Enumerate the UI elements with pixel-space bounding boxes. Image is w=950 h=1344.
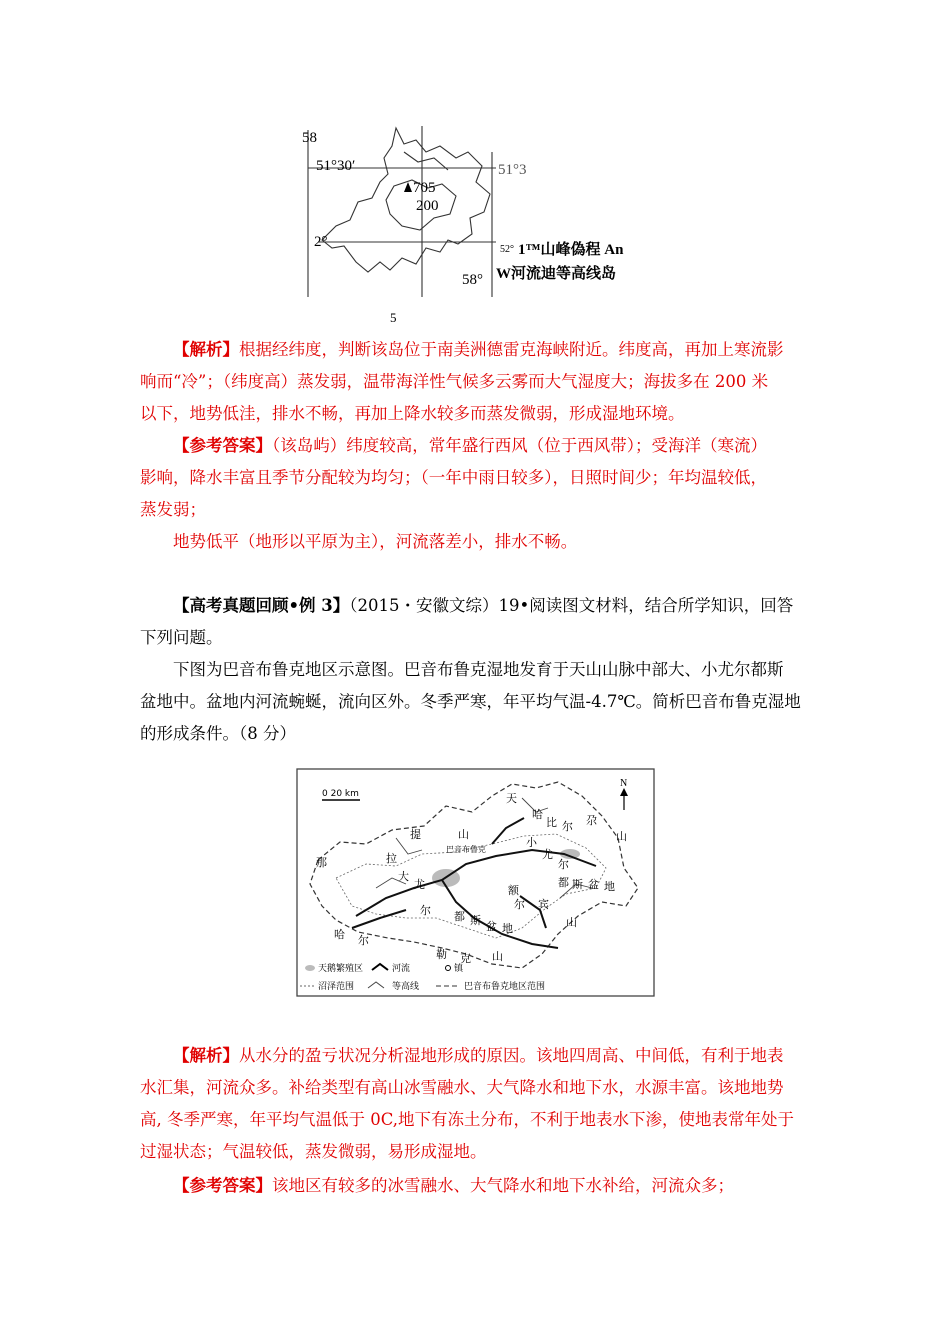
example-3-body-line-3: 的形成条件。（8 分） [140, 724, 296, 743]
answer-2-tag: 【参考答案】 [173, 1176, 272, 1195]
answer-1-line-2: 影响，降水丰富且季节分配较为均匀；（一年中雨日较多），日照时间少；年均温较低， [140, 468, 767, 487]
island-map-figure [300, 122, 660, 327]
north-arrow-label: N [620, 778, 628, 789]
legend-swan: 天鹅繁殖区 [318, 963, 364, 973]
lat-51-3-right: 51°3 [498, 162, 527, 178]
map-label-tian: 天 [506, 793, 517, 805]
map-label-du-1: 都 [558, 877, 569, 889]
map-label-di-2: 地 [502, 923, 513, 935]
lat-2: 2° [314, 234, 328, 250]
map-label-xiao: 小 [526, 837, 537, 849]
map-label-pen-2: 盆 [486, 921, 497, 933]
lon-58: 58° [462, 272, 483, 288]
bottom-5: 5 [390, 310, 397, 325]
map-label-er-2: 尔 [558, 859, 569, 871]
map-label-er-3: 尔 [420, 905, 431, 917]
map-label-e: 额 [508, 885, 519, 897]
map-label-na: 那 [316, 857, 327, 869]
map-label-si-2: 斯 [470, 915, 481, 927]
map-label-shan-1: 山 [458, 829, 469, 841]
legend-marsh: 沼泽范围 [318, 981, 355, 991]
lat-58-top: 58 [302, 130, 317, 146]
map-label-ga: 尕 [586, 815, 597, 827]
legend-region: 巴音布鲁克地区范围 [464, 981, 546, 991]
map-label-ha-2: 哈 [334, 929, 345, 941]
answer-1-line-3: 蒸发弱； [140, 500, 206, 519]
legend-line2: W河流迪等高线岛 [496, 266, 617, 282]
analysis-2-tag: 【解析】 [173, 1046, 239, 1065]
answer-1-line-4: 地势低平（地形以平原为主），河流落差小，排水不畅。 [173, 532, 578, 551]
legend-river: 河流 [392, 963, 411, 973]
map-label-you-1: 尤 [542, 849, 553, 861]
legend-line1-prefix: 52° [500, 244, 514, 255]
map-label-shan-4: 山 [492, 951, 503, 963]
analysis-2-line-3: 高, 冬季严寒，年平均气温低于 0C,地下有冻土分布，不利于地表水下渗，使地表常年处于 [140, 1110, 795, 1129]
map-label-pen-1: 盆 [588, 879, 599, 891]
analysis-2-line-4: 过湿状态；气温较低，蒸发微弱，易形成湿地。 [140, 1142, 487, 1161]
map-label-bayinbuluke: 巴音布鲁克 [446, 845, 486, 854]
answer-1-tag: 【参考答案】 [173, 436, 272, 455]
answer-1-line-1: 【参考答案】（该岛屿）纬度较高，常年盛行西风（位于西风带）；受海洋（寒流） [173, 436, 767, 455]
legend-town: 镇 [454, 963, 464, 973]
bayinbuluke-map-figure [296, 768, 656, 998]
map-label-di-1: 地 [604, 881, 615, 893]
contour-value: 200 [416, 198, 439, 214]
example-3-body-line-1: 下图为巴音布鲁克地区示意图。巴音布鲁克湿地发育于天山山脉中部大、小尤尔都斯 [173, 660, 784, 679]
map-label-le: 勒 [436, 949, 447, 961]
map-label-ha: 哈 [532, 809, 543, 821]
analysis-1-line-2: 响而“冷”；（纬度高）蒸发弱，温带海洋性气候多云雾而大气湿度大；海拔多在 200 米 [140, 372, 769, 391]
map-label-er-4: 尔 [514, 899, 525, 911]
map-label-you-2: 尤 [414, 879, 425, 891]
map-label-er-1: 尔 [562, 821, 573, 833]
example-3-body-line-2: 盆地中。盆地内河流蜿蜒，流向区外。冬季严寒，年平均气温-4.7℃。简析巴音布鲁克湿地 [140, 692, 801, 711]
lat-51-30: 51°30′ [316, 158, 356, 174]
analysis-2-line-2: 水汇集，河流众多。补给类型有高山冰雪融水、大气降水和地下水，水源丰富。该地地势 [140, 1078, 784, 1097]
map-label-ti: 提 [410, 829, 421, 841]
map-label-shan-3: 山 [566, 917, 577, 929]
map-label-bi: 比 [546, 817, 557, 829]
peak-value: 705 [413, 180, 436, 196]
map-label-ke: 克 [460, 953, 471, 965]
example-3-title-line-2: 下列问题。 [140, 628, 223, 647]
answer-2-line-1: 【参考答案】该地区有较多的冰雪融水、大气降水和地下水补给，河流众多； [173, 1176, 734, 1195]
map-label-er-5: 尔 [358, 935, 369, 947]
analysis-2-line-1: 【解析】从水分的盈亏状况分析湿地形成的原因。该地四周高、中间低，有利于地表 [173, 1046, 784, 1065]
analysis-1-line-1: 【解析】根据经纬度，判断该岛位于南美洲德雷克海峡附近。纬度高，再加上寒流影 [173, 340, 784, 359]
map-label-da: 大 [398, 871, 409, 883]
map-scale: 0 20 km [322, 789, 359, 799]
peak-triangle-icon [404, 182, 412, 192]
map-label-la: 拉 [386, 853, 397, 865]
analysis-1-tag: 【解析】 [173, 340, 239, 359]
legend-line1: 1™山峰偽程 An [518, 242, 624, 258]
map-label-du-2: 都 [454, 911, 465, 923]
analysis-1-line-3: 以下，地势低洼，排水不畅，再加上降水较多而蒸发微弱，形成湿地环境。 [140, 404, 685, 423]
legend-contour: 等高线 [392, 981, 420, 991]
example-3-tag: 【高考真题回顾•例 3】 [173, 596, 350, 615]
map-label-shan-2: 山 [616, 831, 627, 843]
map-label-si-1: 斯 [572, 879, 583, 891]
example-3-title: 【高考真题回顾•例 3】（2015・安徽文综）19•阅读图文材料，结合所学知识，回答 [173, 596, 794, 615]
map-label-bin: 宾 [538, 899, 549, 911]
